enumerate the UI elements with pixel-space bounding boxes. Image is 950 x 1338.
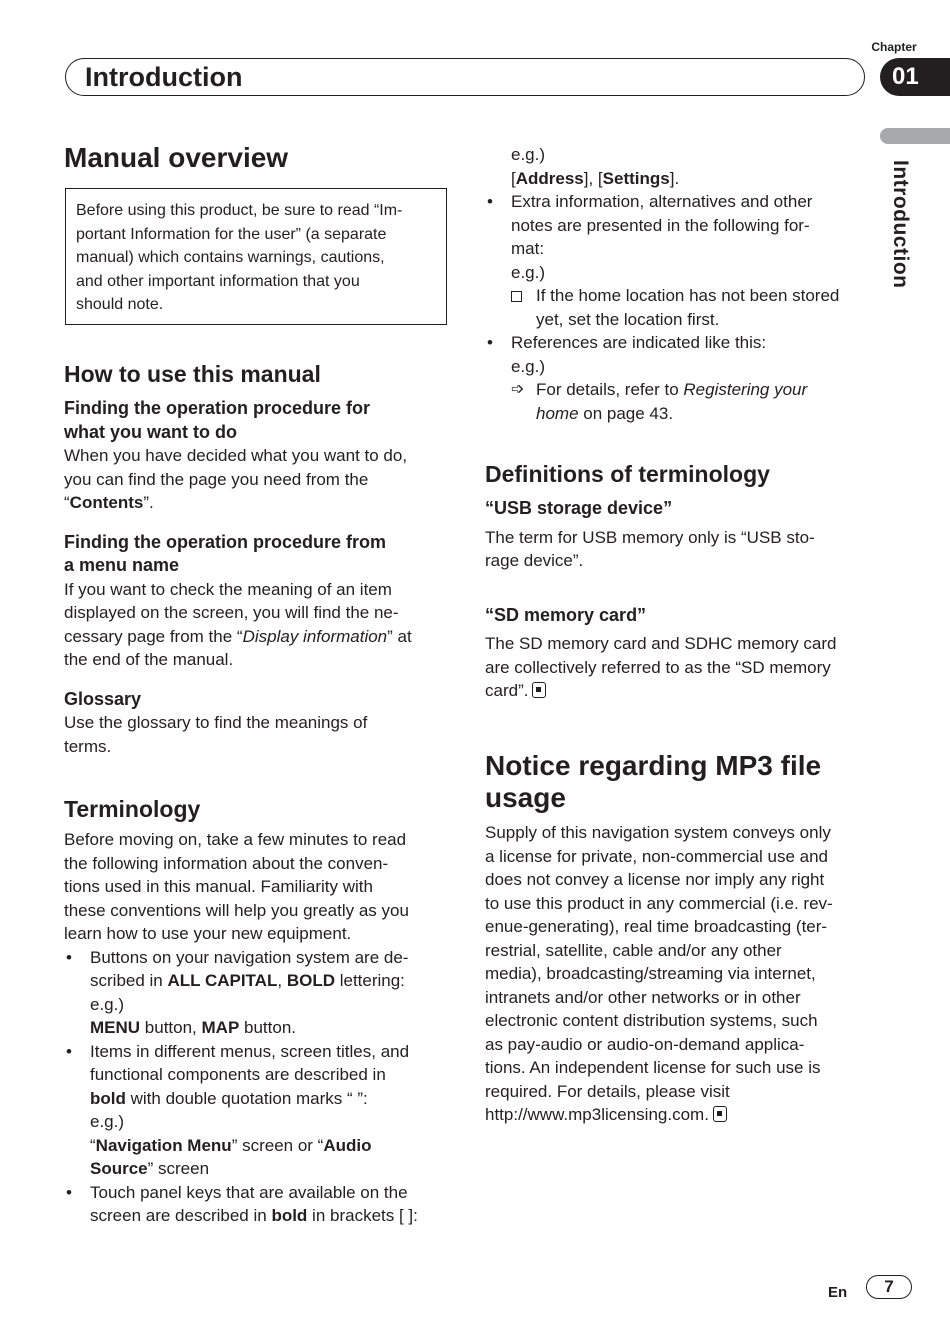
- text-run: ” screen: [147, 1159, 210, 1178]
- manual-overview-heading: Manual overview: [64, 142, 289, 173]
- checkbox-square-icon: [511, 284, 522, 308]
- definitions-section: [485, 497, 870, 703]
- subheading: a menu name: [64, 555, 180, 575]
- side-tab-label: Introduction: [889, 160, 912, 289]
- item-line: e.g.): [90, 994, 125, 1014]
- item-line: Touch panel keys that are available on the: [90, 1182, 408, 1202]
- paragraph-line: Before moving on, take a few minutes to read: [64, 830, 407, 849]
- paragraph-line: [485, 679, 870, 703]
- note-item: [511, 284, 870, 331]
- item-line: Items in different menus, screen titles, and: [90, 1041, 410, 1061]
- heading-line: Notice regarding MP3 file: [485, 750, 822, 781]
- text-run: in brackets [ ]:: [307, 1206, 418, 1225]
- item-line: mat:: [511, 239, 545, 258]
- end-of-section-icon: [532, 682, 546, 698]
- paragraph-line: required. For details, please visit: [485, 1081, 730, 1101]
- text-run: scribed in: [90, 971, 168, 990]
- glossary-heading: Glossary: [64, 688, 142, 709]
- paragraph-line: Use the glossary to find the meanings of: [64, 713, 368, 732]
- reference-item: [511, 378, 870, 425]
- mp3-notice-body: [485, 821, 870, 1127]
- important-note-box: [65, 188, 447, 325]
- text-run: ].: [669, 168, 680, 188]
- language-label: En: [828, 1284, 848, 1301]
- terminology-heading: Terminology: [64, 796, 201, 822]
- item-line: [90, 1134, 448, 1158]
- item-line: [536, 402, 870, 426]
- bold-term: BOLD: [286, 971, 335, 990]
- item-line: [90, 1204, 448, 1228]
- subheading: “SD memory card”: [485, 604, 647, 625]
- reference-link[interactable]: home: [536, 403, 579, 423]
- paragraph-line: tions. An independent license for such use is: [485, 1058, 821, 1077]
- bullet-icon: •: [487, 192, 493, 211]
- subheading: “USB storage device”: [485, 498, 673, 518]
- text-run: “: [90, 1135, 96, 1155]
- quote: “: [64, 493, 70, 512]
- paragraph-line: displayed on the screen, you will find the ne-: [64, 603, 399, 622]
- bullet-icon: •: [66, 1182, 72, 1202]
- paragraph-line: media), broadcasting/streaming via internet,: [485, 964, 816, 983]
- item-line: yet, set the location first.: [536, 309, 720, 329]
- list-item: [64, 1181, 448, 1228]
- text-run: button,: [140, 1018, 202, 1037]
- list-item: [485, 331, 870, 425]
- terminology-continued: [485, 143, 870, 425]
- bold-term: Navigation Menu: [95, 1135, 232, 1155]
- text-run: with double quotation marks “ ”:: [125, 1088, 368, 1108]
- paragraph-line: [485, 1103, 870, 1127]
- paragraph-line: to use this product in any commercial (i.e. rev-: [485, 893, 833, 913]
- paragraph-line: restrial, satellite, cable and/or any other: [485, 940, 782, 960]
- note-line: Before using this product, be sure to read “Im-: [76, 202, 403, 219]
- text-run: For details, refer to: [536, 380, 684, 399]
- paragraph-line: Supply of this navigation system conveys only: [485, 823, 831, 842]
- paragraph-line: [64, 625, 448, 649]
- text-run: ” at: [387, 626, 412, 646]
- paragraph-line: [64, 491, 448, 515]
- note-line: and other important information that you: [76, 272, 360, 290]
- reference-link[interactable]: Registering your: [683, 380, 808, 399]
- paragraph-line: as pay-audio or audio-on-demand applica-: [485, 1034, 805, 1054]
- list-item: [64, 946, 448, 1040]
- text-run: ,: [277, 971, 287, 990]
- paragraph-line: The term for USB memory only is “USB sto-: [485, 527, 815, 547]
- paragraph-line: rage device”.: [485, 551, 584, 570]
- bold-term: ALL CAPITAL: [167, 971, 278, 990]
- item-line: Extra information, alternatives and other: [511, 192, 813, 211]
- side-tab-marker: [880, 128, 950, 144]
- subheading: what you want to do: [64, 421, 237, 442]
- chapter-number: 01: [880, 58, 950, 96]
- text-run: cessary page from the “: [64, 626, 243, 646]
- definitions-heading: Definitions of terminology: [485, 461, 770, 487]
- bold-term: MENU: [90, 1018, 141, 1037]
- terminology-section: [64, 828, 448, 1228]
- text-run: lettering:: [334, 971, 405, 990]
- end-of-section-icon: [713, 1106, 727, 1122]
- paragraph-line: learn how to use your new equipment.: [64, 924, 352, 943]
- bullet-icon: •: [66, 1041, 72, 1061]
- bold-term: Address: [515, 168, 584, 188]
- paragraph-line: does not convey a license nor imply any right: [485, 870, 825, 889]
- item-line: functional components are described in: [90, 1065, 386, 1084]
- bold-term: MAP: [201, 1018, 240, 1037]
- item-line: e.g.): [90, 1112, 125, 1131]
- text-run: [: [511, 168, 516, 188]
- item-line: [90, 1087, 448, 1111]
- subheading: Finding the operation procedure from: [64, 531, 387, 552]
- mp3-licensing-link[interactable]: http://www.mp3licensing.com.: [485, 1105, 709, 1124]
- paragraph-line: enue-generating), real time broadcasting (ter-: [485, 917, 828, 936]
- display-info-term: Display information: [242, 626, 388, 646]
- bold-term: bold: [271, 1206, 308, 1225]
- item-line: e.g.): [511, 356, 546, 376]
- note-line: portant Information for the user” (a separate: [76, 225, 387, 243]
- item-line: [90, 969, 448, 993]
- text-run: ” screen or “: [231, 1135, 324, 1155]
- paragraph-line: electronic content distribution systems, such: [485, 1011, 818, 1030]
- heading-line: usage: [485, 782, 566, 813]
- note-line: should note.: [76, 296, 164, 313]
- paragraph-line: If you want to check the meaning of an item: [64, 579, 392, 599]
- chapter-label: Chapter: [871, 40, 917, 54]
- chapter-title: Introduction: [85, 62, 243, 92]
- mp3-notice-heading: [485, 750, 870, 814]
- item-line: [536, 378, 870, 402]
- paragraph-line: are collectively referred to as the “SD memory: [485, 657, 831, 677]
- page-number: 7: [866, 1275, 912, 1299]
- paragraph-line: the following information about the conven-: [64, 853, 389, 873]
- text-run: card”.: [485, 681, 529, 700]
- paragraph-line: tions used in this manual. Familiarity with: [64, 877, 373, 896]
- bold-term: bold: [90, 1088, 126, 1108]
- paragraph-line: The SD memory card and SDHC memory card: [485, 634, 837, 653]
- bullet-icon: •: [66, 947, 72, 967]
- bold-term: Audio: [323, 1135, 372, 1155]
- paragraph-line: you can find the page you need from the: [64, 469, 369, 489]
- paragraph-line: terms.: [64, 736, 112, 756]
- item-line: References are indicated like this:: [511, 333, 767, 352]
- text-run: button.: [239, 1018, 296, 1037]
- text-run: screen are described in: [90, 1206, 272, 1225]
- item-line: [90, 1157, 448, 1181]
- item-line: If the home location has not been stored: [536, 286, 840, 305]
- list-item: [485, 190, 870, 331]
- text-run: ], [: [583, 168, 603, 188]
- item-line: [485, 167, 870, 191]
- item-line: [90, 1016, 448, 1040]
- text-run: on page 43.: [578, 403, 674, 423]
- how-to-use-heading: How to use this manual: [64, 361, 321, 387]
- bullet-icon: •: [487, 333, 493, 352]
- item-line: e.g.): [511, 262, 546, 282]
- subheading: Finding the operation procedure for: [64, 398, 370, 418]
- contents-term: Contents: [69, 493, 144, 512]
- arrow-icon: ➩: [511, 381, 525, 398]
- bold-term: Settings: [602, 168, 670, 188]
- item-line: Buttons on your navigation system are de-: [90, 947, 409, 967]
- paragraph-line: the end of the manual.: [64, 650, 234, 669]
- bold-term: Source: [90, 1159, 148, 1178]
- how-to-use-section: [64, 397, 448, 758]
- list-item: [64, 1040, 448, 1181]
- quote: ”.: [143, 493, 154, 512]
- paragraph-line: When you have decided what you want to do,: [64, 446, 408, 465]
- paragraph-line: intranets and/or other networks or in other: [485, 987, 801, 1007]
- paragraph-line: a license for private, non-commercial use and: [485, 846, 828, 866]
- item-line: notes are presented in the following for-: [511, 215, 810, 235]
- item-line: e.g.): [511, 145, 546, 164]
- note-line: manual) which contains warnings, cautions,: [76, 249, 385, 266]
- paragraph-line: these conventions will help you greatly as you: [64, 900, 409, 920]
